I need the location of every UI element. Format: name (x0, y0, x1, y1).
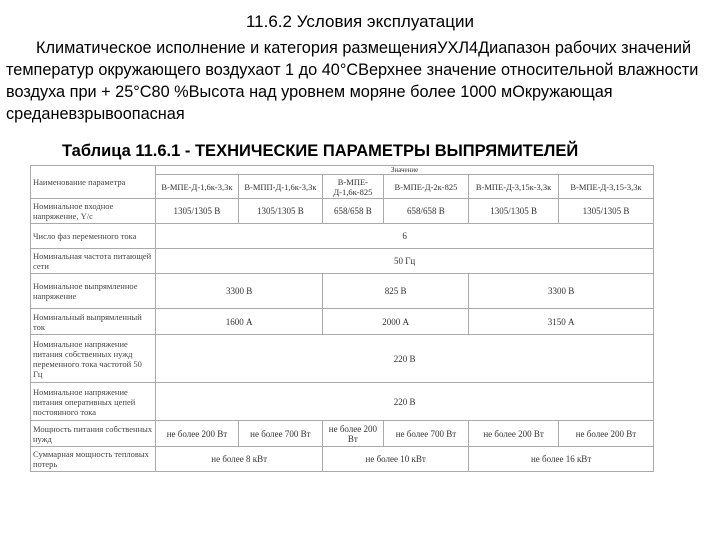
param-value: 658/658 В (323, 199, 384, 224)
table-row (31, 249, 654, 274)
table-row (31, 447, 654, 472)
param-name: Номинальное выпрямленное напряжение (31, 274, 156, 309)
param-name: Номинальное напряжение питания собственных нужд переменного тока частотой 50 Гц (31, 335, 156, 383)
param-value: 1600 А (156, 309, 323, 335)
param-value: не более 200 Вт (469, 421, 559, 447)
param-name: Номинальный выпрямленный ток (31, 309, 156, 335)
header-model-3: В-МПЕ-Д-1,6к-825 (323, 175, 384, 199)
param-value: не более 700 Вт (383, 421, 469, 447)
table-row (31, 274, 654, 309)
param-name: Номинальное входное напряжение, Y/с (31, 199, 156, 224)
param-value: не более 200 Вт (558, 421, 653, 447)
param-value: 220 В (156, 383, 654, 421)
param-value: 658/658 В (383, 199, 469, 224)
param-value: 3300 В (469, 274, 654, 309)
param-value: 50 Гц (156, 249, 654, 274)
table-row (31, 224, 654, 249)
param-value: не более 8 кВт (156, 447, 323, 472)
param-value: 220 В (156, 335, 654, 383)
param-name: Номинальная частота питающей сети (31, 249, 156, 274)
header-model-2: В-МПП-Д-1,6к-3,3к (238, 175, 323, 199)
param-value: не более 16 кВт (469, 447, 654, 472)
param-value: не более 200 Вт (323, 421, 384, 447)
section-heading: 11.6.2 Условия эксплуатации (245, 12, 474, 31)
param-value: 1305/1305 В (558, 199, 653, 224)
param-value: 1305/1305 В (156, 199, 238, 224)
table-row (31, 309, 654, 335)
param-value: 2000 А (323, 309, 469, 335)
param-value: 3300 В (156, 274, 323, 309)
param-name: Номинальное напряжение питания оперативных цепей постоянного тока (31, 383, 156, 421)
param-value: 1305/1305 В (469, 199, 559, 224)
param-name: Число фаз переменного тока (31, 224, 156, 249)
table-title: Таблица 11.6.1 - ТЕХНИЧЕСКИЕ ПАРАМЕТРЫ ВЫПРЯМИТЕЛЕЙ (62, 142, 579, 160)
table-header-row (31, 166, 654, 175)
header-model-1: В-МПЕ-Д-1,6к-3,3к (156, 175, 238, 199)
table-row (31, 335, 654, 383)
operating-conditions-paragraph: Климатическое исполнение и категория размещенияУХЛ4Диапазон рабочих значений температур окружающего воздухаот 1 до 40°СВерхнее значение относительной влажности воздуха при + 25°С80 %Высота над уровнем моряне более 1000 мОкружающая среданевзрывоопасная (6, 39, 699, 123)
param-value: 3150 А (469, 309, 654, 335)
param-value: не более 10 кВт (323, 447, 469, 472)
param-name: Суммарная мощность тепловых потерь (31, 447, 156, 472)
table-row (31, 199, 654, 224)
rectifier-parameters-table (30, 165, 654, 472)
param-value: не более 700 Вт (238, 421, 323, 447)
param-value: не более 200 Вт (156, 421, 238, 447)
table-row (31, 421, 654, 447)
header-param-cell: Наименование параметра (31, 166, 156, 199)
header-value-group: Значение (156, 166, 654, 175)
header-model-6: В-МПЕ-Д-3,15-3,3к (558, 175, 653, 199)
table-row (31, 383, 654, 421)
param-value: 1305/1305 В (238, 199, 323, 224)
header-model-5: В-МПЕ-Д-3,15к-3,3к (469, 175, 559, 199)
header-model-4: В-МПЕ-Д-2к-825 (383, 175, 469, 199)
param-value: 6 (156, 224, 654, 249)
param-name: Мощность питания собственных нужд (31, 421, 156, 447)
param-value: 825 В (323, 274, 469, 309)
